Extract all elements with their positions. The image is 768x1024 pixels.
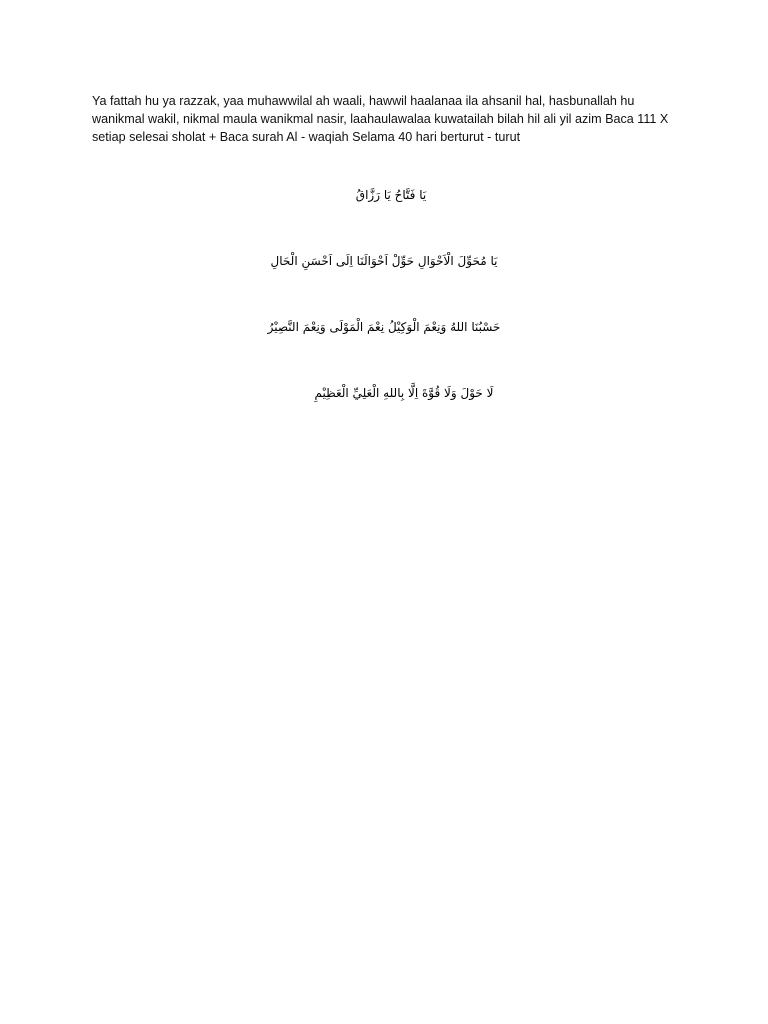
arabic-line-2: يَا مُحَوِّلَ الْاَحْوَالِ حَوِّلْ اَحْوَالَنَا اِلَى اَحْسَنِ الْحَالِ	[270, 254, 498, 268]
arabic-line-4: لَا حَوْلَ وَلَا قُوَّةَ اِلَّا بِاللهِ الْعَلِيِّ الْعَظِيْمِ	[314, 386, 494, 400]
arabic-line-1: يَا فَتَّاحُ يَا رَزَّاقُ	[355, 188, 427, 202]
transliteration-paragraph: Ya fattah hu ya razzak, yaa muhawwilal ah waali, hawwil haalanaa ila ahsanil hal, hasbunallah hu wanikmal wakil, nikmal maula wanikmal nasir, laahaulawalaa kuwatailah bilah hil ali yil azim Baca 111 X setiap selesai sholat + Baca surah Al - waqiah Selama 40 hari berturut - turut	[92, 94, 669, 144]
arabic-line-3: حَسْبُنَا اللهُ وَنِعْمَ الْوَكِيْلُ نِعْمَ الْمَوْلَى وَنِعْمَ النَّصِيْرُ	[267, 320, 501, 334]
arabic-prayer-text	[96, 162, 672, 426]
